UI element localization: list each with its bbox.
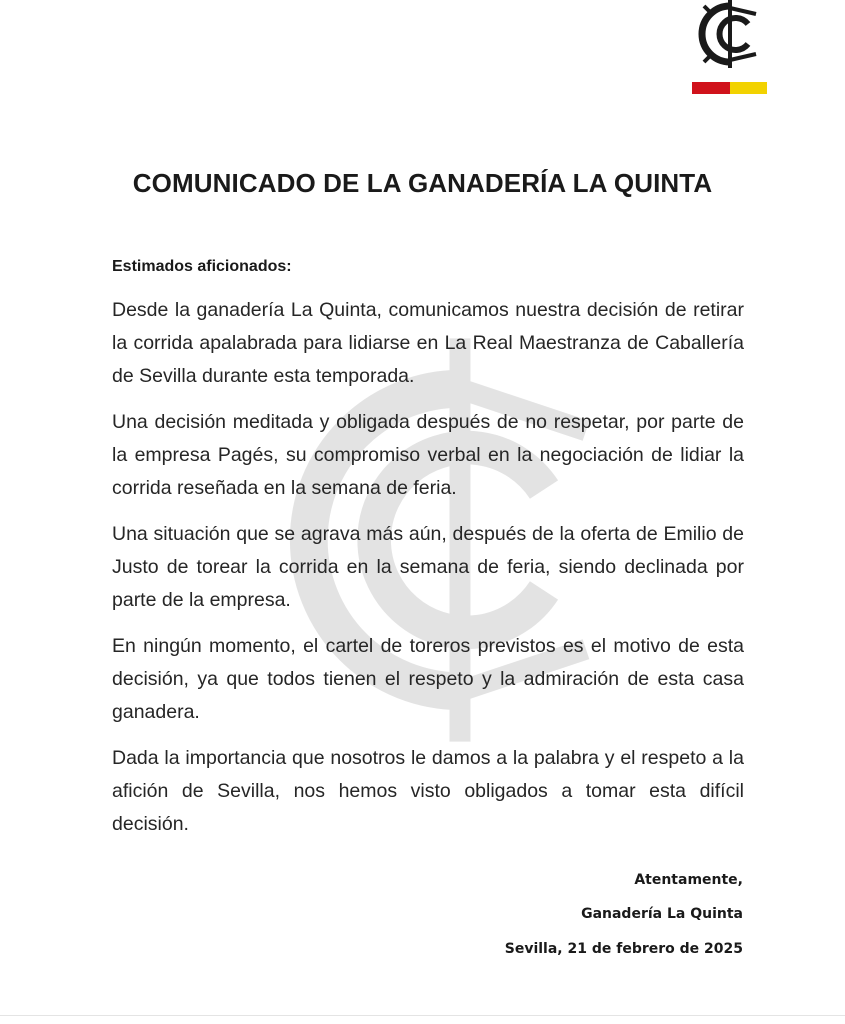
- paragraph: En ningún momento, el cartel de toreros previstos es el motivo de esta decisión, ya que todos tienen el respeto y la admiración de esta casa ganadera.: [112, 635, 744, 723]
- flag-red-stripe: [692, 82, 730, 94]
- closing: Atentamente,: [634, 872, 743, 888]
- page-bottom-divider: [0, 1015, 845, 1016]
- paragraph: Dada la importancia que nosotros le damos a la palabra y el respeto a la afición de Sevilla, nos hemos visto obligados a tomar esta difícil decisión.: [112, 747, 744, 835]
- place-date: Sevilla, 21 de febrero de 2025: [504, 941, 743, 957]
- spain-flag-stripe: [692, 82, 767, 94]
- paragraph: Una decisión meditada y obligada después de no respetar, por parte de la empresa Pagés, su compromiso verbal en la negociación de lidiar la corrida reseñada en la semana de feria.: [112, 411, 744, 499]
- flag-yellow-stripe: [730, 82, 768, 94]
- greeting: Estimados aficionados:: [112, 258, 292, 275]
- paragraph: Una situación que se agrava más aún, después de la oferta de Emilio de Justo de torear la corrida en la semana de feria, siendo declinada por parte de la empresa.: [112, 523, 744, 611]
- document-body: [112, 294, 744, 854]
- signature: Ganadería La Quinta: [581, 906, 743, 922]
- paragraph: Desde la ganadería La Quinta, comunicamos nuestra decisión de retirar la corrida apalabrada para lidiarse en La Real Maestranza de Caballería de Sevilla durante esta temporada.: [112, 299, 744, 387]
- ganaderia-la-quinta-brand-icon: [690, 0, 770, 68]
- document-title: COMUNICADO DE LA GANADERÍA LA QUINTA: [132, 168, 713, 198]
